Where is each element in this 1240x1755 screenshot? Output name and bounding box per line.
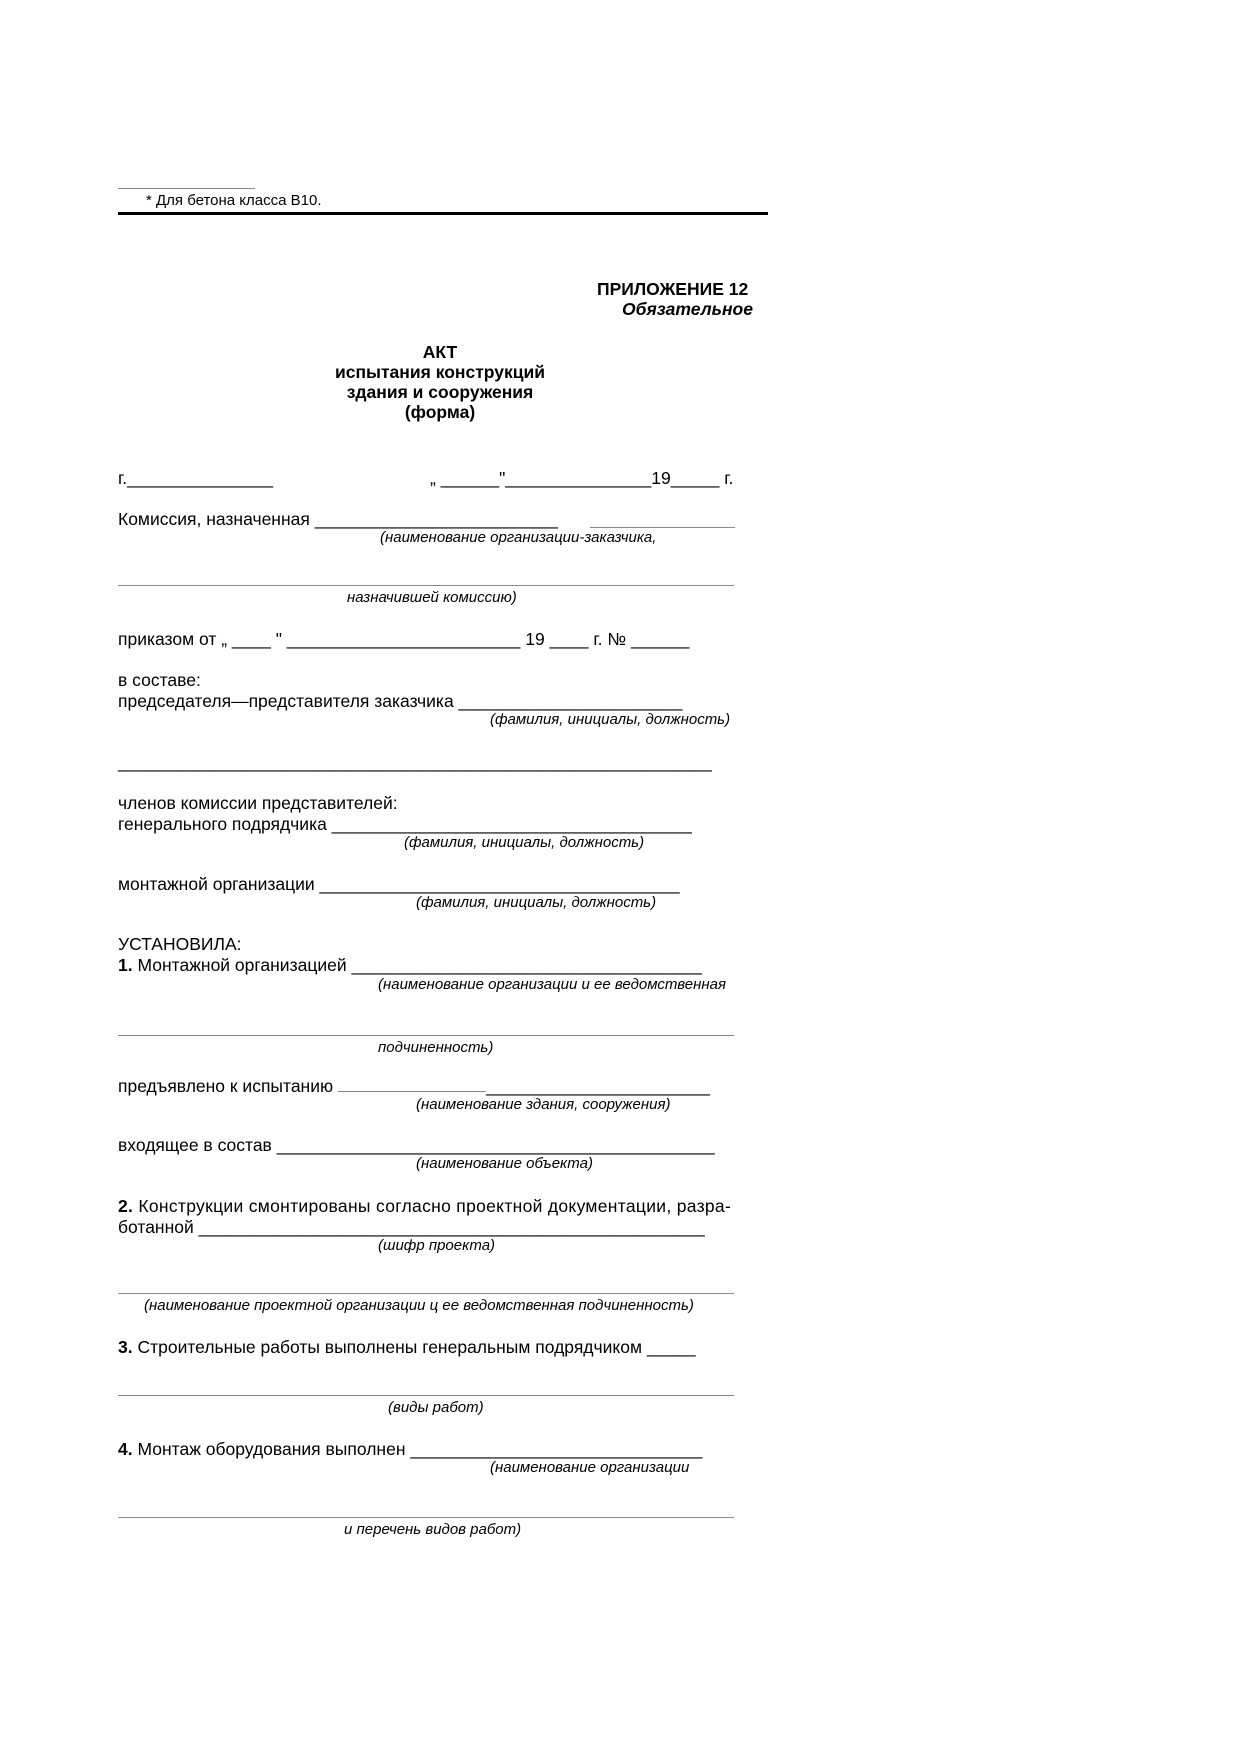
general-contractor-line: генерального подрядчика _____________________________________ — [118, 814, 692, 834]
commission-caption: (наименование организации-заказчика, — [380, 529, 657, 546]
members-label: членов комиссии представителей: — [118, 793, 398, 813]
presented-text: предъявлено к испытанию — [118, 1076, 338, 1096]
item4-caption-2: и перечень видов работ) — [344, 1521, 522, 1538]
composition-label: в составе: — [118, 670, 201, 690]
title-line-test: испытания конструкций — [334, 362, 546, 382]
item2-caption: (шифр проекта) — [378, 1237, 496, 1254]
item2-line-2: ботанной ____________________________________________________ — [118, 1217, 705, 1237]
item4-caption: (наименование организации — [490, 1459, 690, 1476]
presented-blank — [338, 1090, 486, 1092]
item1-caption: (наименование организации и ее ведомственная — [378, 976, 727, 993]
chairman-caption: (фамилия, инициалы, должность) — [490, 711, 731, 728]
item3-number: 3. — [118, 1337, 133, 1357]
commission-line: Комиссия, назначенная _________________________ — [118, 509, 559, 529]
appendix-label: ПРИЛОЖЕНИЕ 12 — [597, 279, 749, 299]
city-field: г._______________ — [118, 468, 274, 488]
footnote: * Для бетона класса В10. — [146, 192, 322, 209]
commission-blank-line — [118, 585, 734, 586]
item1-blank-line — [118, 1035, 734, 1036]
document-title — [240, 342, 640, 422]
item4-text: Монтаж оборудования выполнен ______________________________ — [132, 1439, 703, 1459]
item3-caption: (виды работ) — [388, 1399, 484, 1416]
title-line-building: здания и сооружения — [346, 382, 534, 402]
item1-line — [118, 955, 702, 976]
item1-text: Монтажной организацией ____________________________________ — [132, 955, 702, 975]
part-of-caption: (наименование объекта) — [416, 1155, 593, 1172]
item2-line-1 — [118, 1196, 764, 1217]
presented-caption: (наименование здания, сооружения) — [416, 1096, 671, 1113]
item4-blank-line — [118, 1517, 734, 1518]
commission-caption-2: назначившей комиссию) — [347, 589, 517, 606]
item2-number: 2. — [118, 1196, 134, 1216]
commission-line-ext — [590, 527, 735, 528]
presented-line — [118, 1076, 710, 1097]
item1-caption-2: подчиненность) — [378, 1039, 494, 1056]
item3-line — [118, 1337, 696, 1358]
item3-text: Строительные работы выполнены генеральным подрядчиком _____ — [132, 1337, 696, 1357]
chairman-line: председателя—представителя заказчика _______________________ — [118, 691, 683, 711]
item4-number: 4. — [118, 1439, 133, 1459]
item2-blank-line — [118, 1293, 734, 1294]
general-contractor-caption: (фамилия, инициалы, должность) — [404, 834, 645, 851]
item2-caption-2: (наименование проектной организации ц ее ведомственная подчиненность) — [144, 1297, 694, 1314]
section-divider — [118, 212, 768, 215]
established-label: УСТАНОВИЛА: — [118, 934, 242, 954]
item2-text: Конструкции смонтированы согласно проектной документации, разра- — [133, 1196, 732, 1216]
installer-caption: (фамилия, инициалы, должность) — [416, 894, 657, 911]
title-line-act: АКТ — [422, 342, 458, 362]
date-field: „ ______"_______________19_____ г. — [430, 468, 734, 488]
item1-number: 1. — [118, 955, 133, 975]
chairman-line-2: _____________________________________________________________ — [118, 752, 712, 772]
part-of-line: входящее в состав _____________________________________________ — [118, 1135, 715, 1155]
presented-tail: _______________________ — [485, 1076, 710, 1096]
installer-line: монтажной организации _____________________________________ — [118, 874, 680, 894]
title-line-form: (форма) — [404, 402, 476, 422]
item3-blank-line — [118, 1395, 734, 1396]
appendix-status: Обязательное — [622, 299, 753, 319]
item4-line — [118, 1439, 702, 1460]
order-line: приказом от „ ____ " ________________________ 19 ____ г. № ______ — [118, 629, 690, 649]
footnote-separator — [118, 188, 255, 189]
